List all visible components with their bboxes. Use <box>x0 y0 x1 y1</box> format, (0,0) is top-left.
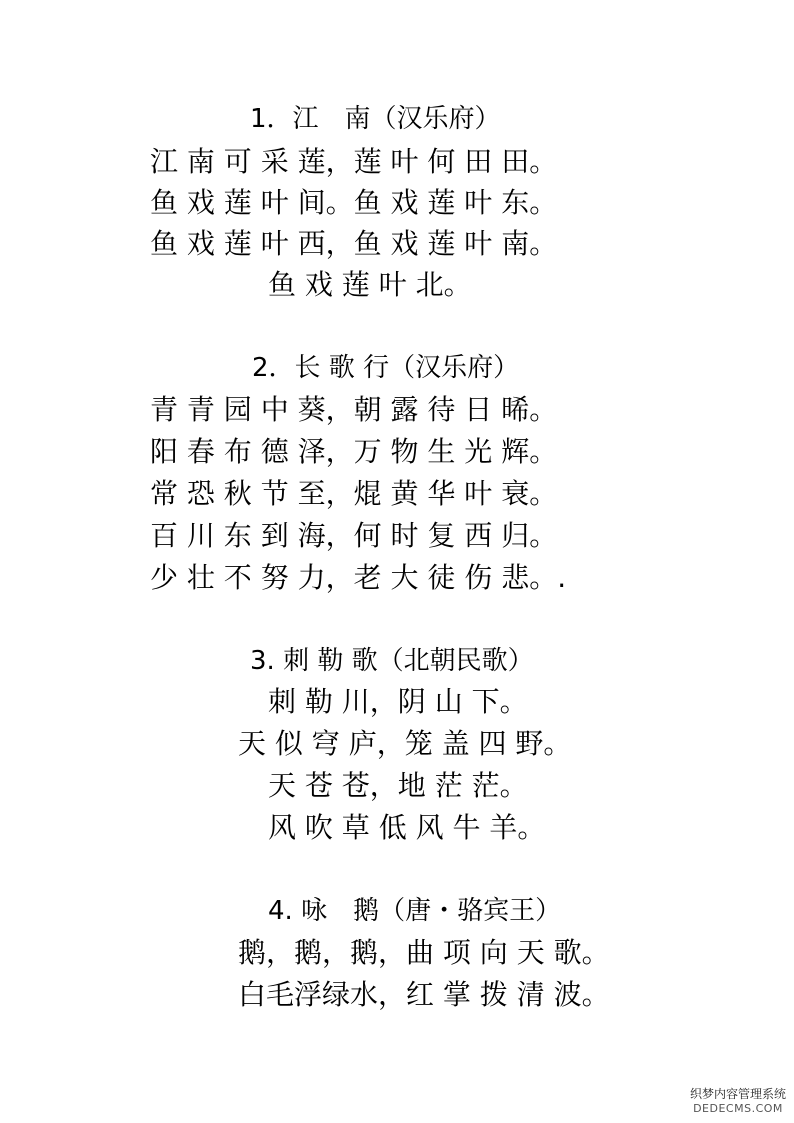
poem-2-line-4: 百 川 东 到 海，何 时 复 西 归。 <box>150 519 558 552</box>
poem-2-line-5: 少 壮 不 努 力，老 大 徒 伤 悲。. <box>150 561 567 594</box>
poem-1-title: 1．江 南（汉乐府） <box>250 104 501 134</box>
poem-2-title: 2．长 歌 行（汉乐府） <box>252 353 520 383</box>
poem-1-line-1: 江 南 可 采 莲，莲 叶 何 田 田。 <box>150 145 558 178</box>
poem-3-line-1: 刺 勒 川，阴 山 下。 <box>268 685 528 718</box>
poem-4-line-2: 白毛浮绿水，红 掌 拨 清 波。 <box>238 978 610 1011</box>
poem-1-line-2: 鱼 戏 莲 叶 间。鱼 戏 莲 叶 东。 <box>150 186 558 219</box>
watermark-text-en: DEDECMS.COM <box>693 1101 783 1115</box>
poem-1-line-4: 鱼 戏 莲 叶 北。 <box>268 268 472 301</box>
poem-1-line-3: 鱼 戏 莲 叶 西，鱼 戏 莲 叶 南。 <box>150 227 558 260</box>
poem-3-line-4: 风 吹 草 低 风 牛 羊。 <box>268 811 546 844</box>
poem-3-line-3: 天 苍 苍，地 茫 茫。 <box>268 769 528 802</box>
site-watermark <box>690 1087 786 1115</box>
poem-4-title: 4. 咏 鹅（唐・骆宾王） <box>268 896 562 926</box>
poem-2-line-1: 青 青 园 中 葵，朝 露 待 日 晞。 <box>150 393 558 426</box>
poem-2-line-2: 阳 春 布 德 泽，万 物 生 光 辉。 <box>150 435 558 468</box>
watermark-text-cn: 织梦内容管理系统 <box>689 1087 786 1102</box>
poem-3-title: 3. 刺 勒 歌（北朝民歌） <box>250 646 534 676</box>
poem-4-line-1: 鹅，鹅，鹅，曲 项 向 天 歌。 <box>238 936 610 969</box>
poem-2-line-3: 常 恐 秋 节 至，焜 黄 华 叶 衰。 <box>150 477 558 510</box>
poem-3-line-2: 天 似 穹 庐，笼 盖 四 野。 <box>238 727 572 760</box>
